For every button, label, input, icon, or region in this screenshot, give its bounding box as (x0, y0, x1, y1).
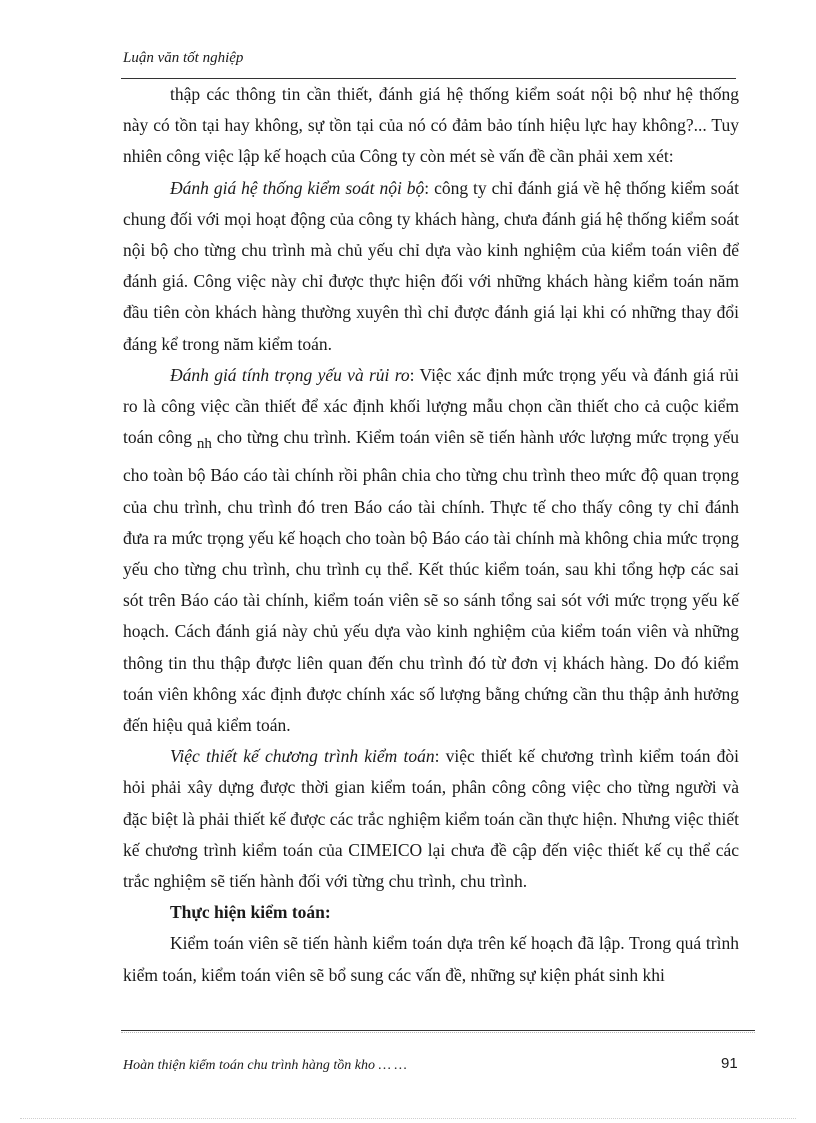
paragraph-3-text-b: cho từng chu trình. Kiểm toán viên sẽ tiến hành ước lượng mức trọng yếu cho toàn bộ Báo cáo tài chính rồi phân chia cho từng chu trình theo mức độ quan trọng của chu trình, chu trình đó tren Báo cáo tài chính. Thực tế cho thấy công ty chỉ đánh đưa ra mức trọng yếu kế hoạch cho toàn bộ Báo cáo tài chính mà không chia mức trọng yếu cho từng chu trình, chu trình cụ thể. Kết thúc kiểm toán, sau khi tổng hợp các sai sót trên Báo cáo tài chính, kiểm toán viên sẽ so sánh tổng sai sót với mức trọng yếu kế hoạch. Cách đánh giá này chủ yếu dựa vào kinh nghiệm của kiểm toán viên và những thông tin thu thập được liên quan đến chu trình đó từ đơn vị khách hàng. Do đó kiểm toán viên không xác định được chính xác số lượng bằng chứng cần thu thập ảnh hưởng đến hiệu quả kiểm toán. (123, 427, 740, 736)
paragraph-3 (123, 360, 739, 741)
paragraph-1: thập các thông tin cần thiết, đánh giá hệ thống kiểm soát nội bộ như hệ thống này có tồn tại hay không, sự tồn tại của nó có đảm bảo tính hiệu lực hay không?... Tuy nhiên công việc lập kế hoạch của Công ty còn mét sè vấn đề cần phải xem xét: (123, 84, 739, 167)
footer-shadow-rule (121, 1032, 755, 1033)
page-number: 91 (721, 1055, 738, 1072)
paragraph-4 (123, 741, 739, 897)
running-header: Luận văn tốt nghiệp (123, 50, 244, 66)
paragraph-5: Kiểm toán viên sẽ tiến hành kiểm toán dựa trên kế hoạch đã lập. Trong quá trình kiểm toán, kiểm toán viên sẽ bổ sung các vấn đề, những sự kiện phát sinh khi (123, 933, 739, 985)
bottom-dotted-edge (20, 1118, 796, 1119)
paragraph-3-lead: Đánh giá tính trọng yếu và rủi ro (170, 364, 410, 385)
footer-rule (121, 1030, 755, 1031)
footer-title: Hoàn thiện kiểm toán chu trình hàng tồn kho … … (123, 1058, 407, 1073)
paragraph-2-lead: Đánh giá hệ thống kiểm soát nội bộ (170, 177, 425, 198)
section-heading: Thực hiện kiểm toán: (170, 902, 331, 923)
paragraph-4-lead: Việc thiết kế chương trình kiểm toán (170, 746, 435, 767)
paragraph-3-subscript: nh (196, 436, 212, 453)
paragraph-3-text-a: : Việc xác định mức trọng yếu và đánh giá rủi ro là công việc cần thiết để xác định khối lượng mẫu chọn cần thiết cho cả cuộc kiểm toán công (123, 364, 739, 448)
paragraph-2 (123, 173, 739, 360)
paragraph-4-text: : việc thiết kế chương trình kiểm toán đòi hỏi phải xây dựng được thời gian kiểm toán, phân công công việc cho từng người và đặc biệt là phải thiết kế được các trắc nghiệm kiểm toán cần thực hiện. Nhưng việc thiết kế chương trình kiểm toán của CIMEICO lại chưa đề cập đến việc thiết kế cụ thể các trắc nghiệm sẽ tiến hành đối với từng chu trình, chu trình. (123, 746, 739, 892)
body-text (123, 79, 739, 991)
paragraph-2-text: : công ty chỉ đánh giá về hệ thống kiểm soát chung đối với mọi hoạt động của công ty khách hàng, chưa đánh giá hệ thống kiểm soát nội bộ cho từng chu trình mà chủ yếu chỉ dựa vào kinh nghiệm của kiểm toán viên để đánh giá. Công việc này chỉ được thực hiện đối với những khách hàng kiểm toán năm đầu tiên còn khách hàng thường xuyên thì chỉ được đánh giá lại khi có những thay đổi đáng kể trong năm kiểm toán. (123, 177, 739, 354)
